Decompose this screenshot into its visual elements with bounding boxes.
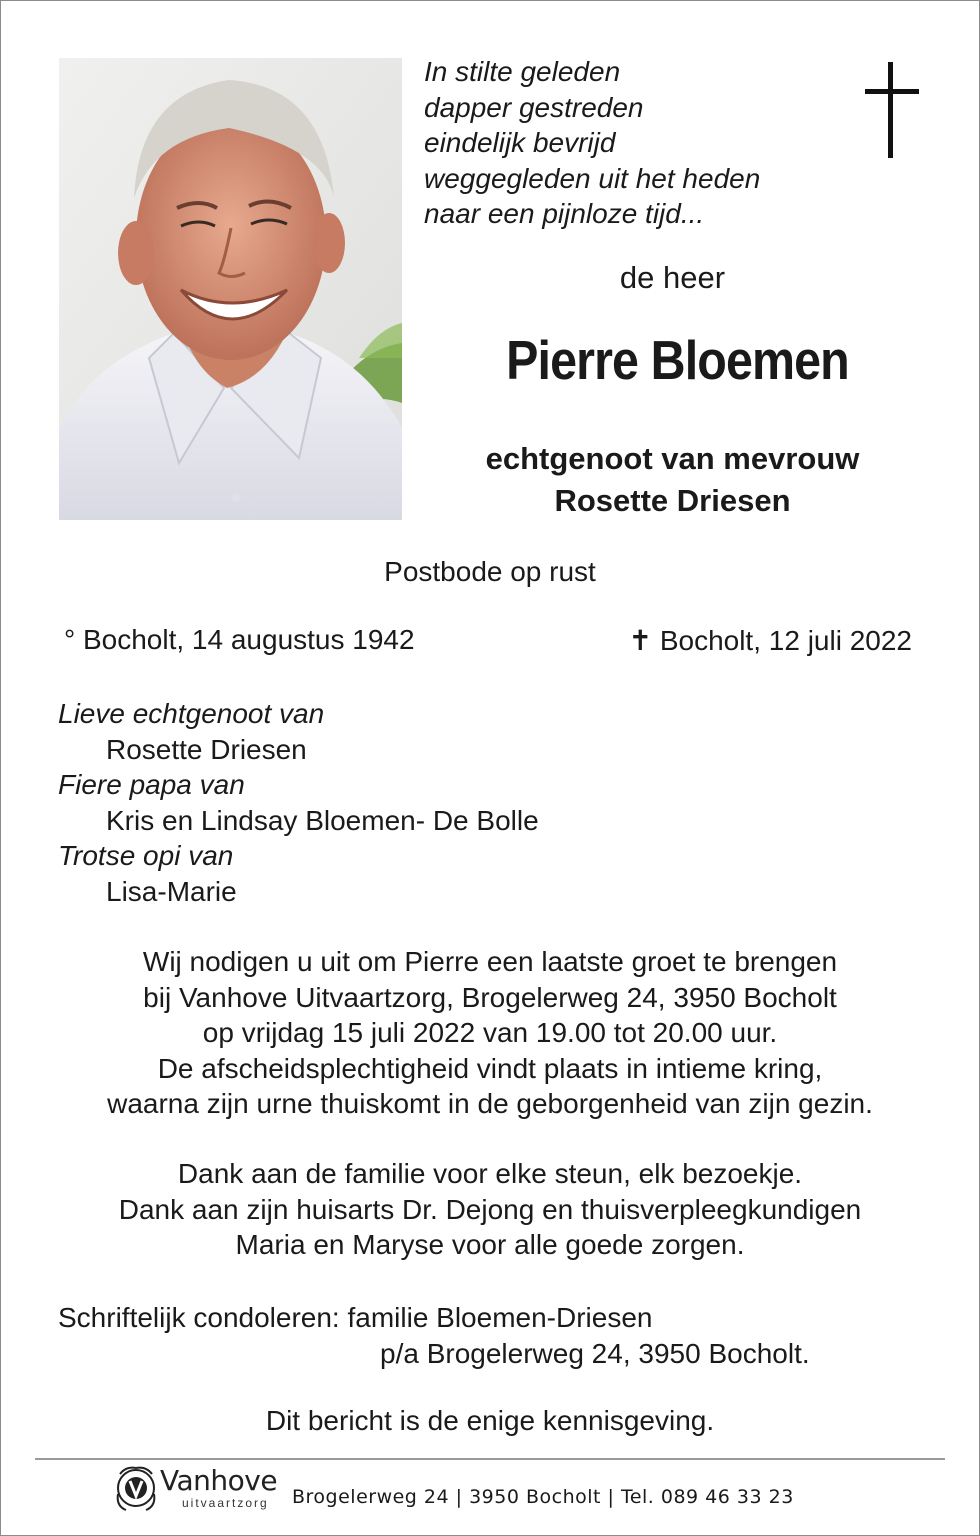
cross-icon: [862, 62, 922, 165]
vanhove-logo: [114, 1462, 284, 1518]
paragraph-line: bij Vanhove Uitvaartzorg, Brogelerweg 24, 3950 Bocholt: [143, 981, 837, 1013]
relation-name: Lisa-Marie: [106, 875, 237, 907]
relation-label: Fiere papa van: [58, 769, 245, 800]
poem-line: naar een pijnloze tijd...: [424, 198, 705, 229]
paragraph-line: Dank aan zijn huisarts Dr. Dejong en thuisverpleegkundigen: [118, 1193, 862, 1225]
condolence-address-line: p/a Brogelerweg 24, 3950 Bocholt.: [380, 1338, 810, 1369]
paragraph-line: De afscheidsplechtigheid vindt plaats in intieme kring,: [157, 1052, 823, 1084]
honorific-title: de heer: [619, 260, 726, 295]
portrait-photo: [59, 58, 402, 520]
spouse-line: echtgenoot van mevrouw: [485, 441, 860, 476]
condolence-line: Schriftelijk condoleren: familie Bloemen-Driesen: [58, 1302, 653, 1333]
poem-line: eindelijk bevrijd: [424, 127, 616, 158]
birth-date: ° Bocholt, 14 augustus 1942: [64, 624, 415, 655]
relation-label: Trotse opi van: [58, 840, 234, 871]
logo-subtitle: uitvaartzorg: [182, 1496, 269, 1510]
spouse-name: Rosette Driesen: [554, 483, 791, 518]
sole-notice: Dit bericht is de enige kennisgeving.: [265, 1405, 715, 1436]
death-date: ✝ Bocholt, 12 juli 2022: [628, 625, 912, 656]
footer-contact: Brogelerweg 24 | 3950 Bocholt | Tel. 089 46 33 23: [292, 1486, 794, 1508]
paragraph-line: op vrijdag 15 juli 2022 van 19.00 tot 20.00 uur.: [202, 1017, 778, 1049]
footer-divider: [35, 1458, 945, 1460]
family-relations: [58, 696, 539, 909]
logo-wordmark: Vanhove: [160, 1464, 278, 1497]
occupation: Postbode op rust: [384, 556, 596, 587]
paragraph-line: Dank aan de familie voor elke steun, elk bezoekje.: [177, 1158, 803, 1189]
memorial-poem: [424, 54, 844, 232]
poem-line: dapper gestreden: [424, 91, 644, 123]
invitation-paragraph: [0, 944, 980, 1122]
paragraph-line: Wij nodigen u uit om Pierre een laatste groet te brengen: [142, 946, 838, 977]
logo-emblem-icon: [114, 1464, 158, 1514]
paragraph-line: waarna zijn urne thuiskomt in de geborgenheid van zijn gezin.: [107, 1088, 873, 1120]
condolence-address: [58, 1300, 810, 1372]
poem-line: weggegleden uit het heden: [424, 162, 761, 194]
relation-name: Kris en Lindsay Bloemen- De Bolle: [106, 804, 539, 836]
relation-name: Rosette Driesen: [106, 733, 307, 765]
paragraph-line: Maria en Maryse voor alle goede zorgen.: [235, 1229, 745, 1261]
relation-label: Lieve echtgenoot van: [58, 698, 325, 729]
poem-line: In stilte geleden: [424, 56, 621, 87]
deceased-name: Pierre Bloemen: [506, 329, 849, 391]
thanks-paragraph: [0, 1156, 980, 1263]
spouse-heading: [430, 438, 915, 522]
